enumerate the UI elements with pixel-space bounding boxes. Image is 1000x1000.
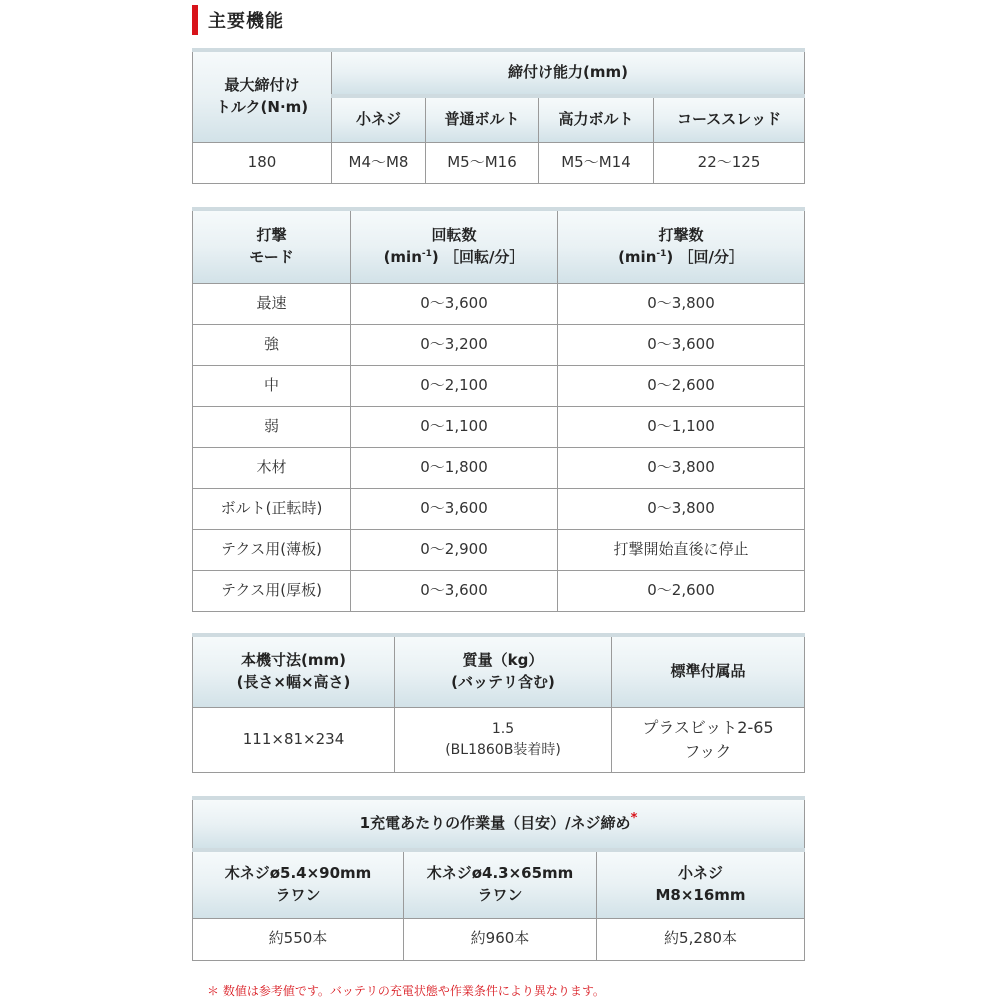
table-row	[193, 570, 805, 611]
cell-mode: 中	[193, 365, 351, 406]
cell-normal-bolt: M5～M16	[426, 142, 539, 183]
cell-small-screw: M4～M8	[332, 142, 426, 183]
cell-high-strength-bolt: M5～M14	[539, 142, 654, 183]
header-wood-screw-small: 木ネジø4.3×65mm ラワン	[404, 850, 597, 918]
header-impact-mode: 打撃 モード	[193, 209, 351, 283]
table-row	[193, 488, 805, 529]
cell-blow-rate: 0～3,600	[558, 324, 805, 365]
table-row	[193, 447, 805, 488]
dimensions-table	[192, 633, 805, 773]
asterisk-mark: *	[630, 811, 638, 827]
cell-amount-3: 約5,280本	[597, 918, 805, 960]
cell-torque: 180	[193, 142, 332, 183]
footnote: ＊ 数値は参考値です。バッテリの充電状態や作業条件により異なります。	[207, 984, 605, 998]
table-row	[193, 283, 805, 324]
cell-amount-1: 約550本	[193, 918, 404, 960]
header-wood-screw-large: 木ネジø5.4×90mm ラワン	[193, 850, 404, 918]
cell-rotation: 0～3,600	[351, 283, 558, 324]
cell-rotation: 0～2,100	[351, 365, 558, 406]
cell-mode: テクス用(薄板)	[193, 529, 351, 570]
cell-blow-rate: 0～1,100	[558, 406, 805, 447]
cell-blow-rate: 0～3,800	[558, 447, 805, 488]
header-max-torque: 最大締付け トルク(N·m)	[193, 50, 332, 142]
capacity-table	[192, 48, 805, 184]
header-normal-bolt: 普通ボルト	[426, 96, 539, 142]
header-machine-screw: 小ネジ M8×16mm	[597, 850, 805, 918]
cell-mode: 強	[193, 324, 351, 365]
cell-dimensions: 111×81×234	[193, 707, 395, 772]
work-amount-table	[192, 796, 805, 961]
table-row	[193, 324, 805, 365]
header-blow-rate: 打撃数 $(\min^{-1})$ ［回/分］	[558, 209, 805, 283]
cell-rotation: 0～3,200	[351, 324, 558, 365]
section-title	[192, 4, 284, 36]
cell-blow-rate: 0～2,600	[558, 570, 805, 611]
cell-rotation: 0～3,600	[351, 488, 558, 529]
cell-blow-rate: 打撃開始直後に停止	[558, 529, 805, 570]
cell-mode: 木材	[193, 447, 351, 488]
impact-mode-table	[192, 207, 805, 612]
table-row	[193, 406, 805, 447]
cell-mode: 最速	[193, 283, 351, 324]
header-small-screw: 小ネジ	[332, 96, 426, 142]
table-row	[193, 529, 805, 570]
cell-blow-rate: 0～3,800	[558, 283, 805, 324]
cell-mode: ボルト(正転時)	[193, 488, 351, 529]
title-accent-bar	[192, 5, 198, 35]
cell-rotation: 0～1,800	[351, 447, 558, 488]
cell-blow-rate: 0～2,600	[558, 365, 805, 406]
section-title-text: 主要機能	[208, 11, 284, 32]
header-rotation: 回転数 $(\min^{-1})$ ［回転/分］	[351, 209, 558, 283]
header-mass: 質量（kg） (バッテリ含む)	[395, 635, 612, 707]
table-row	[193, 918, 805, 960]
table-row	[193, 365, 805, 406]
header-accessories: 標準付属品	[612, 635, 805, 707]
cell-blow-rate: 0～3,800	[558, 488, 805, 529]
cell-rotation: 0～1,100	[351, 406, 558, 447]
cell-amount-2: 約960本	[404, 918, 597, 960]
cell-coarse-thread: 22～125	[654, 142, 805, 183]
cell-rotation: 0～2,900	[351, 529, 558, 570]
header-high-strength-bolt: 高力ボルト	[539, 96, 654, 142]
header-work-amount: 1充電あたりの作業量（目安）/ネジ締め*	[193, 798, 805, 850]
table-row	[193, 142, 805, 183]
cell-mode: テクス用(厚板)	[193, 570, 351, 611]
cell-mode: 弱	[193, 406, 351, 447]
header-dimensions: 本機寸法(mm) (長さ×幅×高さ)	[193, 635, 395, 707]
cell-accessories: プラスビット2-65 フック	[612, 707, 805, 772]
cell-mass: 1.5 (BL1860B装着時)	[395, 707, 612, 772]
table-row	[193, 707, 805, 772]
header-coarse-thread: コーススレッド	[654, 96, 805, 142]
header-capacity: 締付け能力(mm)	[332, 50, 805, 96]
cell-rotation: 0～3,600	[351, 570, 558, 611]
